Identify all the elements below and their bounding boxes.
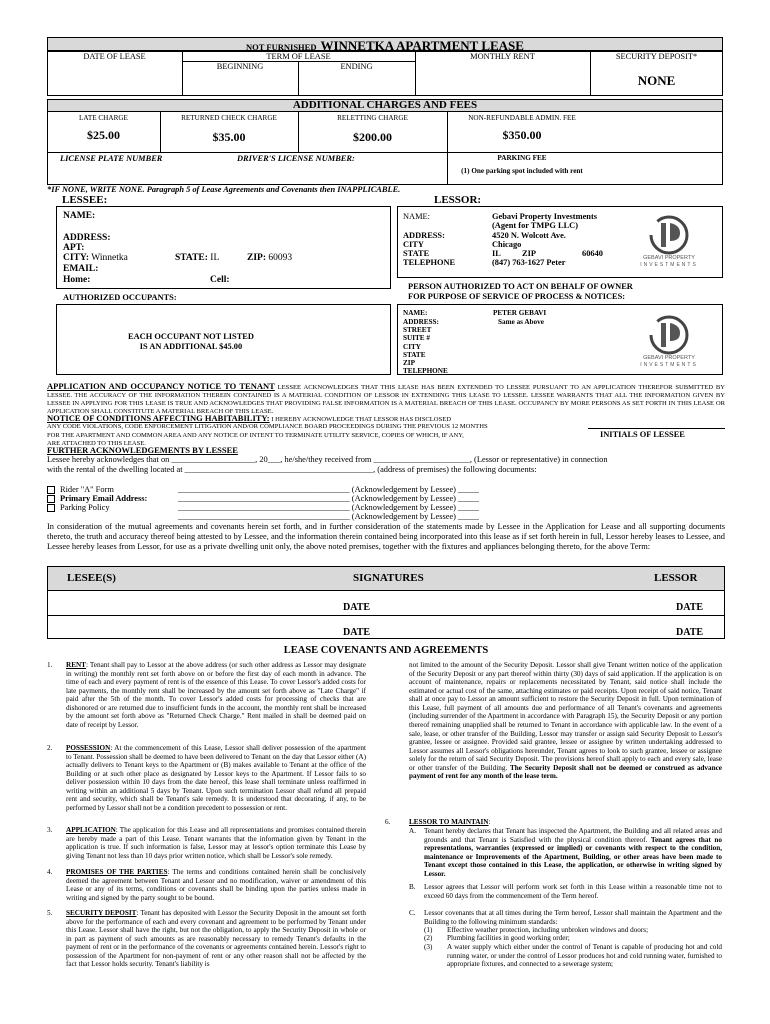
p6b-text: Lessor agrees that Lessor will perform work set forth in this Lease within a reasonable time not to exceed 60 days from the commencement of the Term hereof.: [424, 883, 722, 900]
lessee-heading: LESSEE:: [62, 194, 108, 206]
lessee-cell-label: Cell:: [210, 275, 230, 285]
p4-heading: PROMISES OF THE PARTIES: [66, 868, 168, 876]
p5-number: 5.: [47, 909, 53, 917]
lessor-sig-label: LESSOR: [654, 572, 698, 584]
lessor-agent: (Agent for TMPG LLC): [492, 221, 578, 230]
lessee-apt-label: APT:: [63, 243, 85, 253]
lessor-date-label: DATE: [676, 627, 704, 638]
p6c-label: C.: [409, 909, 416, 917]
svc-street-label: STREET: [403, 326, 432, 334]
further-ack-line-2: with the rental of the dwelling located at _____________________________________________, (address of premises) the following documents:: [47, 465, 537, 474]
lessor-state-label: STATE: [403, 249, 430, 258]
lessor-zip-value: 60640: [582, 249, 603, 258]
p5-heading: SECURITY DEPOSIT: [66, 909, 137, 917]
p6-heading-row: [409, 818, 722, 827]
ack-line: _________________________________________ (Acknowledgement by Lessee) _____: [178, 512, 479, 521]
title-prefix: NOT FURNISHED: [246, 42, 317, 52]
lessor-tel-label: TELEPHONE: [403, 258, 456, 267]
lessee-zip-value: 60093: [268, 253, 293, 263]
lessor-address-label: ADDRESS:: [403, 231, 445, 240]
svc-name-value: PETER GEBAVI: [493, 309, 547, 317]
late-charge-label: LATE CHARGE: [79, 114, 128, 122]
lessee-address-label: ADDRESS:: [63, 233, 111, 243]
p5-security-deposit: [66, 909, 366, 969]
occupant-note-2: IS AN ADDITIONAL $45.00: [139, 342, 243, 351]
p6c2-text: Plumbing facilities in good working order;: [447, 934, 570, 942]
p6-colon: :: [488, 818, 491, 826]
rider-label: Rider "A" Form: [60, 485, 114, 494]
divider: [47, 152, 723, 153]
lessor-name-label: NAME:: [403, 212, 430, 221]
p6c2-label: (2): [424, 934, 433, 942]
application-notice: [47, 381, 725, 416]
license-plate-label: LICENSE PLATE NUMBER: [60, 154, 163, 163]
p3-application: [66, 826, 366, 860]
ack-line: _________________________________________ (Acknowledgement by Lessee) _____: [178, 485, 479, 494]
fees-title: ADDITIONAL CHARGES AND FEES: [292, 99, 478, 111]
initials-line: [588, 428, 725, 429]
p5-continued-text: not limited to the amount of the Security Deposit. Lessor shall give Tenant written notice of the application of the Security Deposit or any part thereof within thirty (30) days of said application. If the application is on account of maintenance, repairs or replacements necessitated by Tenant, said notice shall include the estimated or actual cost of the same, attaching estimates or paid receipts. Upon receipt of said notice, Tenant shall at once pay to Lessor an amount sufficient to restore the Security Deposit in full. Upon termination of this Lease, full payment of all amounts due and performance of all Tenant's covenants and agreements (including surrender of the Apartment in accordance with Paragraph 15), the Security Deposit or any portion thereof remaining unapplied shall be returned to Tenant in accordance with applicable law. In the event of a sale, lease, or other transfer of the Building, Lessor may transfer or assign said Security Deposit to Lessor's grantee, lessee or assignee. Provided said grantee, lessee or assignee by written undertaking addressed to Lessor assumes all Lessor's obligations hereunder, Tenant agrees to look to such grantee, lessee or assignee solely for the return of said Security Deposit. The provisions hereof shall apply to each and every sale, lease or other transfer of the Building.: [409, 661, 722, 772]
p3-text: : The application for this Lease and all representations and promises contained therein are hereby made a part of this Lease. Tenant warrants that the information given by Tenant in the application is true. If such information is false, Lessor may at lessor's option terminate this Lease by giving Tenant not less than 10 days prior written notice, which shall be Lessor's sole remedy.: [66, 826, 366, 860]
svc-state-label: STATE: [403, 351, 426, 359]
date-of-lease-label: DATE OF LEASE: [83, 52, 146, 61]
p3-number: 3.: [47, 826, 53, 834]
logo-text-1: GEBAVI PROPERTY: [643, 355, 695, 361]
p4-promises: [66, 868, 366, 902]
svc-name-label: NAME:: [403, 309, 428, 317]
logo-text-2: INVESTMENTS: [640, 262, 698, 268]
lessor-zip-label: ZIP: [522, 249, 536, 258]
p6-heading: LESSOR TO MAINTAIN: [409, 818, 489, 826]
admin-fee-value: $350.00: [502, 128, 542, 142]
p5-bold-note: The Security Deposit shall not be deemed or construed as advance payment of rent for any month of the lease term.: [409, 763, 722, 781]
parking-fee-note: (1) One parking spot included with rent: [461, 167, 583, 175]
p1-number: 1.: [47, 661, 53, 669]
returned-check-label: RETURNED CHECK CHARGE: [181, 114, 277, 122]
authorized-person-2: FOR PURPOSE OF SERVICE OF PROCESS & NOTICES:: [408, 292, 626, 301]
gebavi-logo: [634, 213, 704, 271]
occupant-note-1: EACH OCCUPANT NOT LISTED: [128, 332, 254, 341]
p1-heading: RENT: [66, 661, 86, 669]
p6b-label: B.: [409, 883, 416, 891]
p6a-bold: Tenant agrees that no representations, warranties (expressed or implied) or covenants with respect to the condition, maintenance or Improvements of the Apartment, Building, or other areas have been made to Tenant except those contained in this Lease, the application, or otherwise in writing signed by Lessor.: [424, 835, 723, 878]
beginning-label: BEGINNING: [216, 62, 264, 71]
covenants-title: LEASE COVENANTS AND AGREEMENTS: [283, 645, 489, 656]
p1-rent: [66, 661, 366, 730]
p5-continued: [409, 661, 722, 781]
if-none-note: *IF NONE, WRITE NONE. Paragraph 5 of Lease Agreements and Covenants then INAPPLICABLE.: [47, 185, 401, 194]
svc-address-value: Same as Above: [498, 318, 544, 326]
p6c1-label: (1): [424, 926, 433, 934]
lessor-state-value: IL: [492, 249, 501, 258]
reletting-value: $200.00: [353, 130, 392, 144]
habitability-text-3: FOR THE APARTMENT AND COMMON AREA AND ANY NOTICE OF INTENT TO TERMINATE UTILITY SERVICE, COPIES OF WHICH, IF ANY,: [47, 432, 464, 439]
svc-suite-label: SUITE #: [403, 334, 430, 342]
lessee-state-value: IL: [210, 253, 220, 263]
p6a-plain: Tenant hereby declares that Tenant has inspected the Apartment, the Building and all related areas and grounds and that Tenant is Satisfied with the physical condition thereof.: [424, 827, 722, 844]
occupants-label: AUTHORIZED OCCUPANTS:: [63, 293, 177, 302]
logo-text-2: INVESTMENTS: [640, 362, 698, 368]
lessor-city-value: Chicago: [492, 240, 522, 249]
p6c3-label: (3): [424, 943, 433, 951]
p4-number: 4.: [47, 868, 53, 876]
rider-checkbox[interactable]: [47, 486, 55, 494]
parking-checkbox[interactable]: [47, 504, 55, 512]
p6a-text: [424, 827, 722, 878]
lease-title: [47, 37, 723, 51]
lessee-date-label: DATE: [343, 602, 371, 613]
lessee-email-label: EMAIL:: [63, 264, 99, 274]
lessor-tel-value: (847) 763-1627 Peter: [492, 258, 566, 267]
initials-label: INITIALS OF LESSEE: [600, 430, 685, 439]
signatures-title: SIGNATURES: [353, 572, 424, 584]
p6c1-text: Effective weather protection, including unbroken windows and doors;: [447, 926, 649, 934]
consideration-paragraph: In consideration of the mutual agreements and covenants herein set forth, and in further consideration of the statements made by Lessee in the Application for Lease and all supporting documents thereto, the truth and accuracy thereof being attested to by Lessee, and the information therein contained being incorporated into this lease as if set forth herein in full, Lessor hereby leases to Lessee, and Lessee hereby leases from Lessor, for use as a private dwelling unit only, the above noted premises, together with the fixtures and appliances belonging thereto, for the above Term:: [47, 522, 725, 552]
p1-text: : Tenant shall pay to Lessor at the above address (or such other address as Lessor may designate in writing) the monthly rent set forth above on or before the first day of each month in advance. The time of each and every payment of rent is of the essence of this Lease. To cover Lessor's added costs for late payments, the monthly rent shall be increased by the amount set forth above as "Late Charge" if paid after the 5th of the month. To cover Lessor's added costs for processing of checks that are dishonored or are returned due to insufficient funds in the account, the monthly rent shall be increased by the amount set forth above as "Returned Check Charge." Rent mailed in shall be deemed paid on date of receipt by Lessor.: [66, 661, 366, 729]
p2-heading: POSSESSION: [66, 744, 111, 752]
svc-zip-label: ZIP: [403, 359, 415, 367]
email-checkbox[interactable]: [47, 495, 55, 503]
svc-tel-label: TELEPHONE: [403, 367, 448, 375]
returned-check-value: $35.00: [212, 130, 246, 144]
p2-possession: [66, 744, 366, 813]
p2-number: 2.: [47, 744, 53, 752]
further-ack-line-1: Lessee hereby acknowledges that on ____________________, 20___, he/she/they received from _______________________, (Lessor or representative) in connection: [47, 455, 608, 464]
divider: [47, 615, 725, 616]
p3-heading: APPLICATION: [66, 826, 116, 834]
monthly-rent-label: MONTHLY RENT: [470, 52, 535, 61]
habitability-text-4: ARE ATTACHED TO THIS LEASE.: [47, 440, 146, 447]
drivers-license-label: DRIVER'S LICENSE NUMBER:: [237, 154, 355, 163]
lessor-name-value: Gebavi Property Investments: [492, 212, 597, 221]
security-deposit-label: SECURITY DEPOSIT*: [615, 52, 698, 61]
parking-fee-label: PARKING FEE: [497, 154, 547, 162]
lessee-state-label: STATE:: [175, 253, 208, 263]
lessee-city-label: CITY:: [63, 253, 90, 263]
svc-city-label: CITY: [403, 343, 421, 351]
application-notice-text: LESSEE ACKNOWLEDGES THAT THIS LEASE HAS BEEN EXTENDED TO LESSEE PURSUANT TO AN APPLICATION THEREFOR SUBMITTED BY LESSEE. THE ACCURACY OF THE INFORMATION THEREIN CONTAINED IS A MATERIAL CONDITION OF LESSOR IN EXTENDING THIS LEASE TO LESSEE. LESSEE WARRANTS THAT ALL THE INFORMATION GIVEN BY LESSEE IN APPLYING FOR THIS LEASE IS TRUE AND ACKNOWLEDGES THAT PROVIDING FALSE INFORMATION IS A MATERIAL BREACH OF THIS LEASE. OCCUPANCY BY MORE PERSONS AS SET FORTH IN THIS LEASE OR APPLICATION SHALL CONSTITUTE A MATERIAL BREACH OF THIS LEASE.: [47, 384, 726, 415]
gebavi-logo: [634, 313, 704, 371]
lessees-sig-label: LESEE(S): [67, 572, 116, 584]
lessee-home-label: Home:: [63, 275, 91, 285]
ack-line: _________________________________________ (Acknowledgement by Lessee) _____: [178, 494, 479, 503]
lessor-city-label: CITY: [403, 240, 424, 249]
p2-text: : At the commencement of this Lease, Lessor shall deliver possession of the apartment to Tenant. Possession shall be deemed to have been delivered to Tenant on the day that Lessor either (A) actually delivers to Tenant keys to the Apartment or (B) makes available to Tenant at the office of the Building or at such other place as designated by Lessor keys to the Apartment. If Lessor fails to so deliver possession within 10 days from the date hereof, this lease shall terminate unless reaffirmed in writing within an additional 5 days by Tenant. Upon such termination Lessor shall refund all prepaid rent and security, which shall be Tenant's sale remedy. It is understood that decorating, if any, to be performed by Lessor shall not be a condition precedent to possession or rent.: [66, 744, 366, 812]
late-charge-value: $25.00: [87, 128, 120, 142]
authorized-person-1: PERSON AUTHORIZED TO ACT ON BEHALF OF OWNER: [408, 282, 633, 291]
security-deposit-value: NONE: [637, 73, 676, 88]
term-of-lease-label: TERM OF LEASE: [266, 52, 331, 61]
lessor-address-value: 4520 N. Wolcott Ave.: [492, 231, 566, 240]
lessor-date-label: DATE: [676, 602, 704, 613]
application-notice-heading: APPLICATION AND OCCUPANCY NOTICE TO TENANT: [47, 381, 275, 391]
lessee-zip-label: ZIP:: [247, 253, 266, 263]
p6a-label: A.: [409, 827, 416, 835]
email-label: Primary Email Address:: [60, 494, 148, 503]
habitability-text-2: ANY CODE VIOLATIONS, CODE ENFORCEMENT LITIGATION AND/OR COMPLIANCE BOARD PROCEEDINGS DURING THE PREVIOUS 12 MONTHS: [47, 423, 488, 430]
lessee-name-label: NAME:: [63, 211, 96, 221]
ending-label: ENDING: [340, 62, 373, 71]
parking-label: Parking Policy: [60, 503, 110, 512]
further-ack-heading: FURTHER ACKNOWLEDGEMENTS BY LESSEE: [47, 445, 238, 455]
p6-number: 6.: [385, 818, 391, 826]
lessee-state: [175, 253, 219, 264]
svc-address-label: ADDRESS:: [403, 318, 439, 326]
p6c-text: Lessor covenants that at all times during the Term hereof, Lessor shall maintain the Apartment and the Building to the following minimum standards:: [424, 909, 722, 926]
parking-checkbox-row[interactable]: [47, 503, 110, 513]
admin-fee-label: NON-REFUNDABLE ADMIN. FEE: [468, 114, 576, 122]
lessor-heading: LESSOR:: [434, 194, 482, 206]
habitability-heading: NOTICE OF CONDITIONS AFFECTING HABITABILITY:: [47, 413, 270, 423]
logo-text-1: GEBAVI PROPERTY: [643, 255, 695, 261]
ack-line: _________________________________________ (Acknowledgement by Lessee) _____: [178, 503, 479, 512]
p4-text: : The terms and conditions contained herein shall be conclusively deemed the agreement between Tenant and Lessor and no modification, waiver or amendment of this Lease or any of its terms, conditions or covenants shall be binding upon the parties unless made in writing and signed by the party sought to be bound.: [66, 868, 367, 902]
lessee-zip: [247, 253, 292, 264]
habitability-text-1: I HEREBY ACKNOWLEDGE THAT LESSOR HAS DISCLOSED: [271, 416, 452, 423]
reletting-label: RELETTING CHARGE: [337, 114, 408, 122]
title-main: WINNETKA APARTMENT LEASE: [320, 38, 524, 53]
p6c3-text: A water supply which either under the control of Tenant is capable of producing hot and cold running water, or under the control of Lessor produces hot and cold running water, furnished to appropriate fixtures, and connected to a sewerage system;: [447, 943, 722, 969]
lessee-city-value: Winnetka: [91, 253, 128, 263]
lessee-city: [63, 253, 128, 264]
p5-text: : Tenant has deposited with Lessor the Security Deposit in the amount set forth above for the performance of each and every covenant and agreement to be performed by Tenant under this Lease. Lessor shall have the right, but not the obligation, to apply the Security Deposit in whole or in part as payment of such amounts as are reasonably necessary to remedy Tenant's defaults in the payment of rent or in the performance of the covenants or agreements contained herein. Lessor's right to possession of the Apartment for non-payment of rent or any other reason shall not be affected by the fact that Lessor holds security. Tenant's liability is: [66, 909, 366, 969]
lessee-date-label: DATE: [343, 627, 371, 638]
